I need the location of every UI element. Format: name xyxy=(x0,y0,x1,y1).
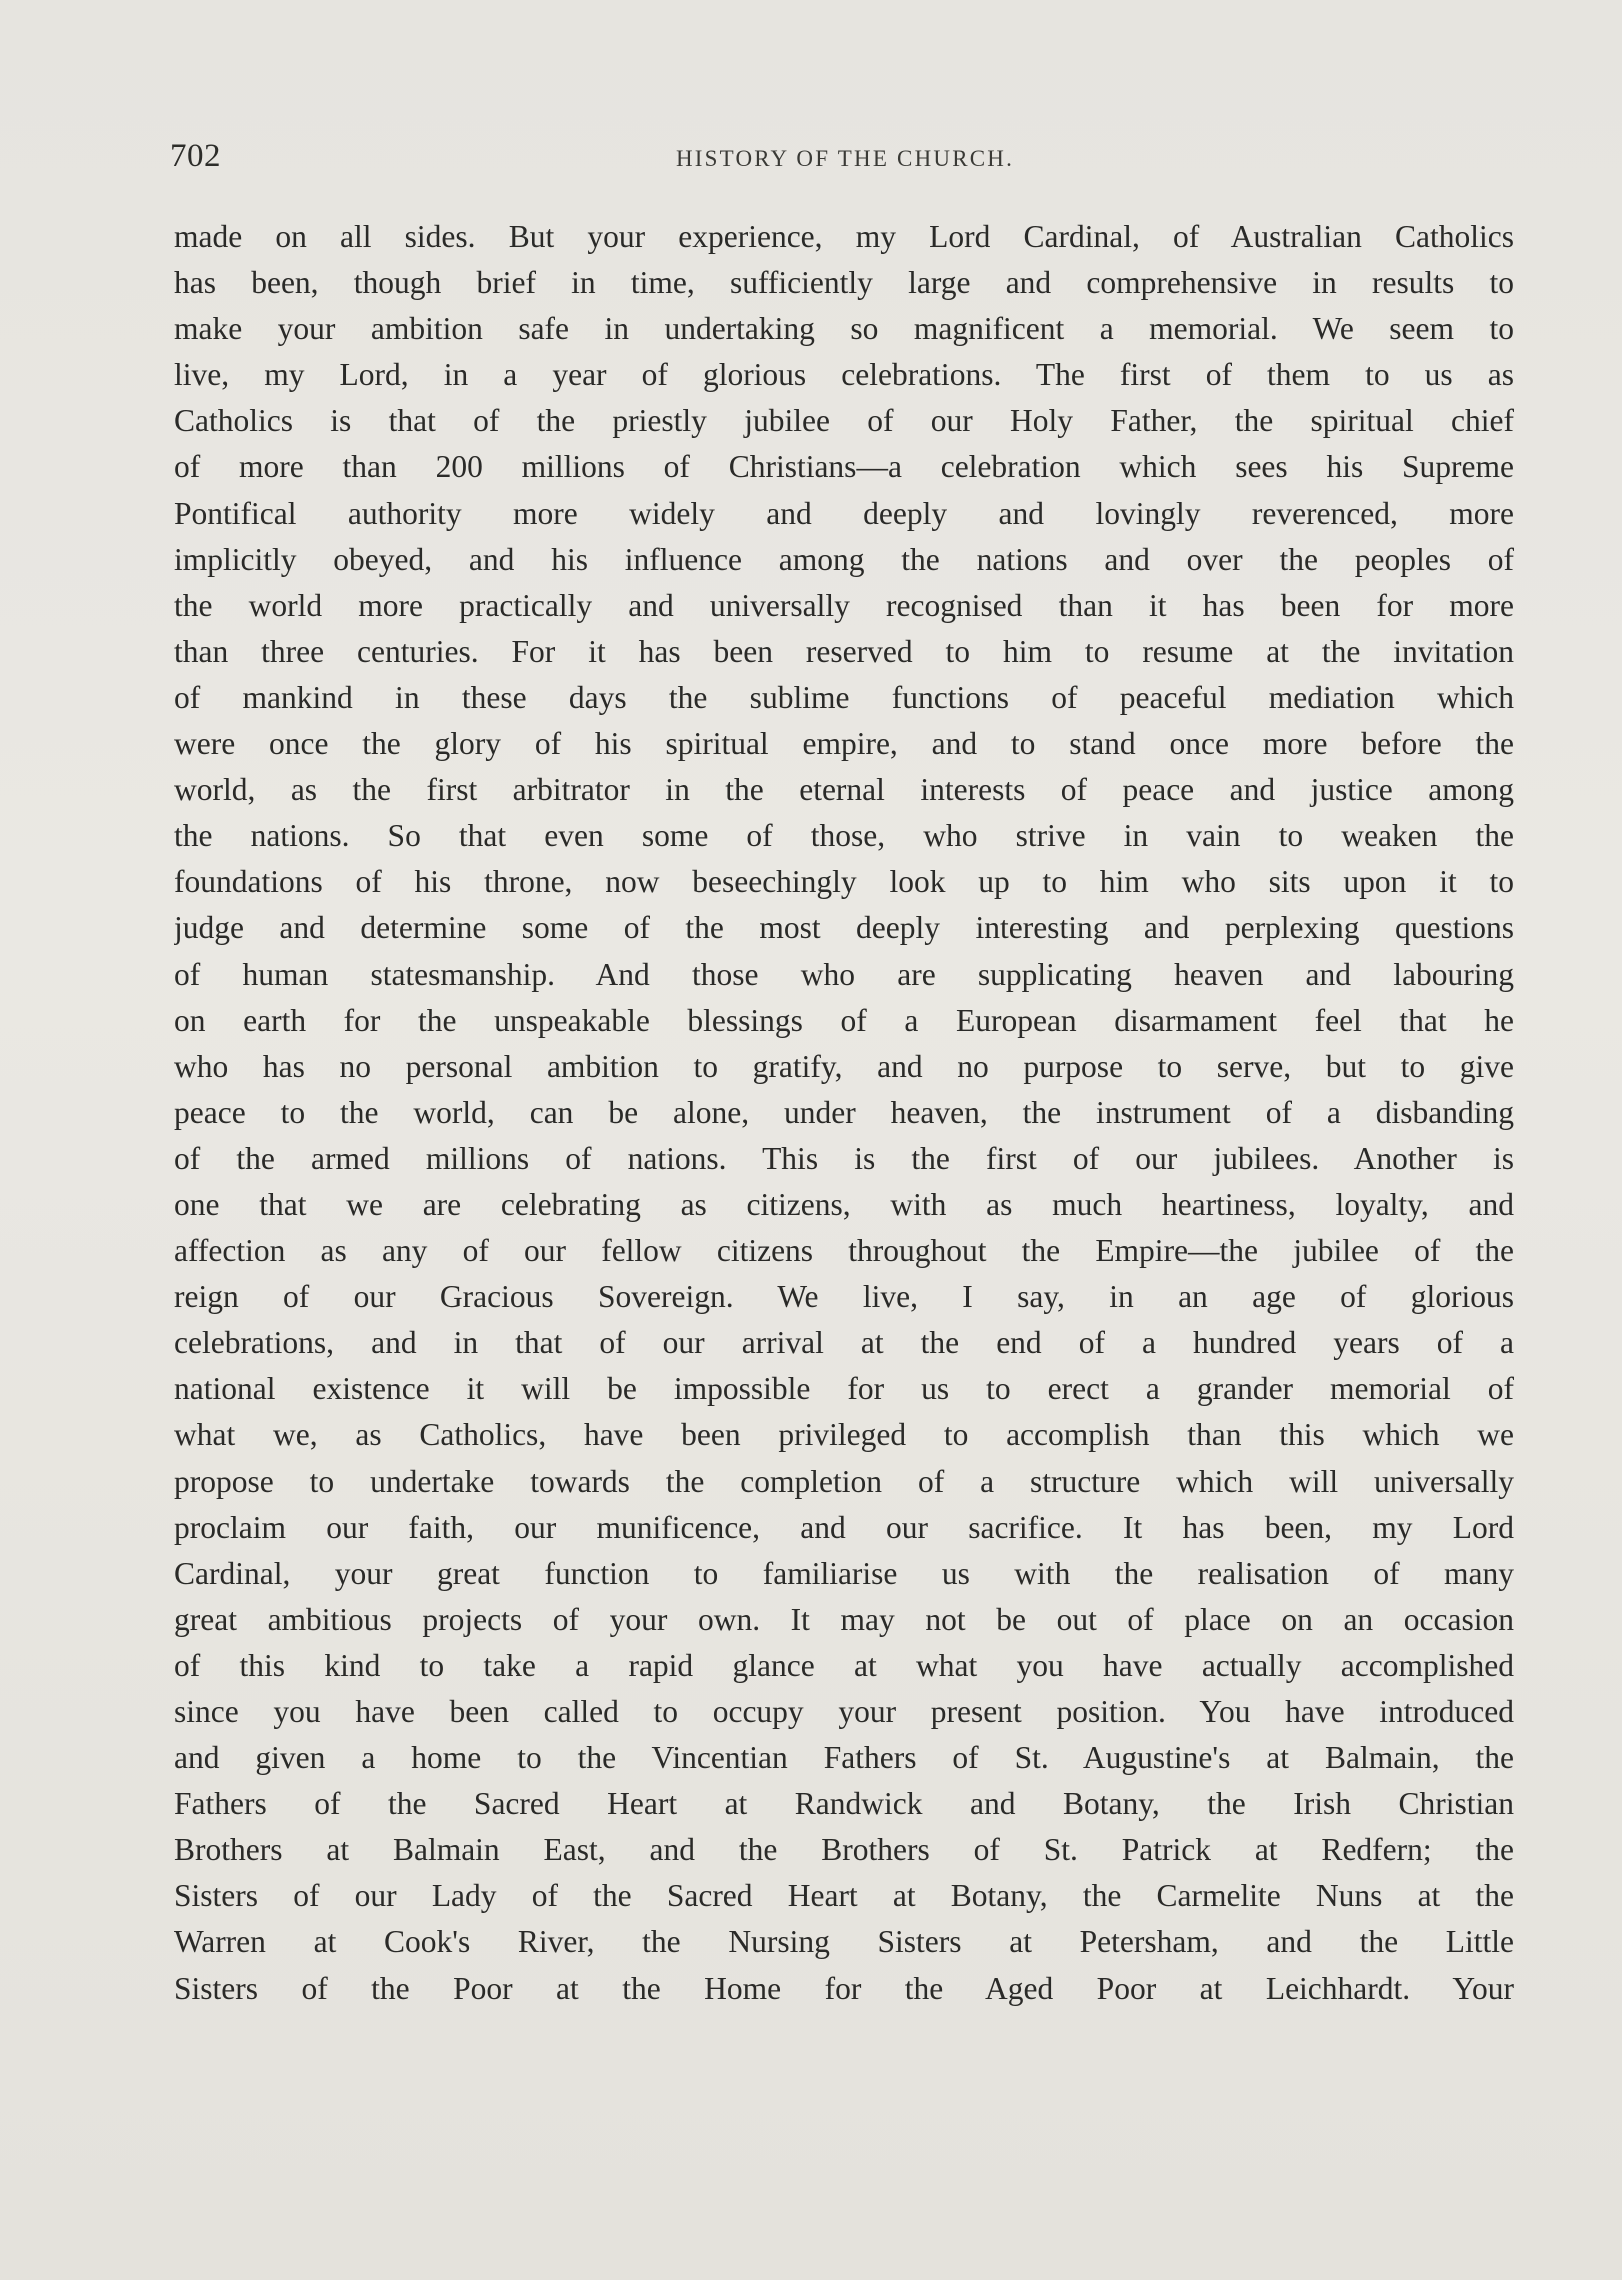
body-text xyxy=(174,214,1514,2012)
text-line: one that we are celebrating as citizens, with as much heartiness, loyalty, and xyxy=(174,1186,1514,1222)
text-line: great ambitious projects of your own. It may not be out of place on an occasion xyxy=(174,1601,1514,1637)
text-line: made on all sides. But your experience, my Lord Cardinal, of Australian Catholics xyxy=(174,219,1514,254)
text-line: of human statesmanship. And those who are supplicating heaven and labouring xyxy=(174,956,1514,992)
text-line: of the armed millions of nations. This is the first of our jubilees. Another is xyxy=(174,1140,1514,1176)
text-line: has been, though brief in time, sufficiently large and comprehensive in results to xyxy=(174,265,1514,301)
text-line: proclaim our faith, our munificence, and our sacrifice. It has been, my Lord xyxy=(174,1509,1514,1545)
text-line: the world more practically and universally recognised than it has been for more xyxy=(174,587,1514,623)
text-line: peace to the world, can be alone, under heaven, the instrument of a disbanding xyxy=(174,1094,1514,1130)
text-line: implicitly obeyed, and his influence among the nations and over the peoples of xyxy=(174,541,1514,577)
text-line: Cardinal, your great function to familiarise us with the realisation of many xyxy=(174,1555,1514,1591)
text-line: were once the glory of his spiritual empire, and to stand once more before the xyxy=(174,726,1514,762)
text-line: Brothers at Balmain East, and the Brothers of St. Patrick at Redfern; the xyxy=(174,1832,1514,1868)
text-line: Catholics is that of the priestly jubilee of our Holy Father, the spiritual chief xyxy=(174,403,1514,439)
text-line: what we, as Catholics, have been privileged to accomplish than this which we xyxy=(174,1417,1514,1453)
page-header xyxy=(170,138,1520,188)
text-line: than three centuries. For it has been reserved to him to resume at the invitation xyxy=(174,633,1514,669)
text-line: national existence it will be impossible for us to erect a grander memorial of xyxy=(174,1371,1514,1407)
text-line: since you have been called to occupy your present position. You have introduced xyxy=(174,1694,1514,1729)
text-line: Pontifical authority more widely and deeply and lovingly reverenced, more xyxy=(174,495,1514,531)
text-line: affection as any of our fellow citizens throughout the Empire—the jubilee of the xyxy=(174,1233,1514,1269)
text-line: who has no personal ambition to gratify, and no purpose to serve, but to give xyxy=(174,1048,1514,1084)
text-line: propose to undertake towards the completion of a structure which will universally xyxy=(174,1463,1514,1499)
text-line: make your ambition safe in undertaking so magnificent a memorial. We seem to xyxy=(174,311,1514,347)
text-line: of mankind in these days the sublime functions of peaceful mediation which xyxy=(174,679,1514,715)
text-line: Warren at Cook's River, the Nursing Sisters at Petersham, and the Little xyxy=(174,1924,1514,1960)
text-line: foundations of his throne, now beseechingly look up to him who sits upon it to xyxy=(174,864,1514,900)
text-line: Sisters of our Lady of the Sacred Heart at Botany, the Carmelite Nuns at the xyxy=(174,1878,1514,1914)
text-line: of more than 200 millions of Christians—a celebration which sees his Supreme xyxy=(174,449,1514,485)
text-line: celebrations, and in that of our arrival at the end of a hundred years of a xyxy=(174,1325,1514,1361)
text-line: live, my Lord, in a year of glorious celebrations. The first of them to us as xyxy=(174,357,1514,393)
text-line: Sisters of the Poor at the Home for the Aged Poor at Leichhardt. Your xyxy=(174,1970,1514,2006)
text-line: and given a home to the Vincentian Fathers of St. Augustine's at Balmain, the xyxy=(174,1740,1514,1776)
text-line: world, as the first arbitrator in the eternal interests of peace and justice among xyxy=(174,772,1514,808)
text-line: reign of our Gracious Sovereign. We live, I say, in an age of glorious xyxy=(174,1279,1514,1315)
running-head: HISTORY OF THE CHURCH. xyxy=(675,146,1015,171)
text-line: the nations. So that even some of those, who strive in vain to weaken the xyxy=(174,818,1514,854)
text-line: of this kind to take a rapid glance at what you have actually accomplished xyxy=(174,1647,1514,1683)
page-number: 702 xyxy=(170,138,221,174)
text-line: judge and determine some of the most deeply interesting and perplexing questions xyxy=(174,910,1514,946)
text-line: on earth for the unspeakable blessings of a European disarmament feel that he xyxy=(174,1002,1514,1038)
text-line: Fathers of the Sacred Heart at Randwick and Botany, the Irish Christian xyxy=(174,1786,1514,1822)
